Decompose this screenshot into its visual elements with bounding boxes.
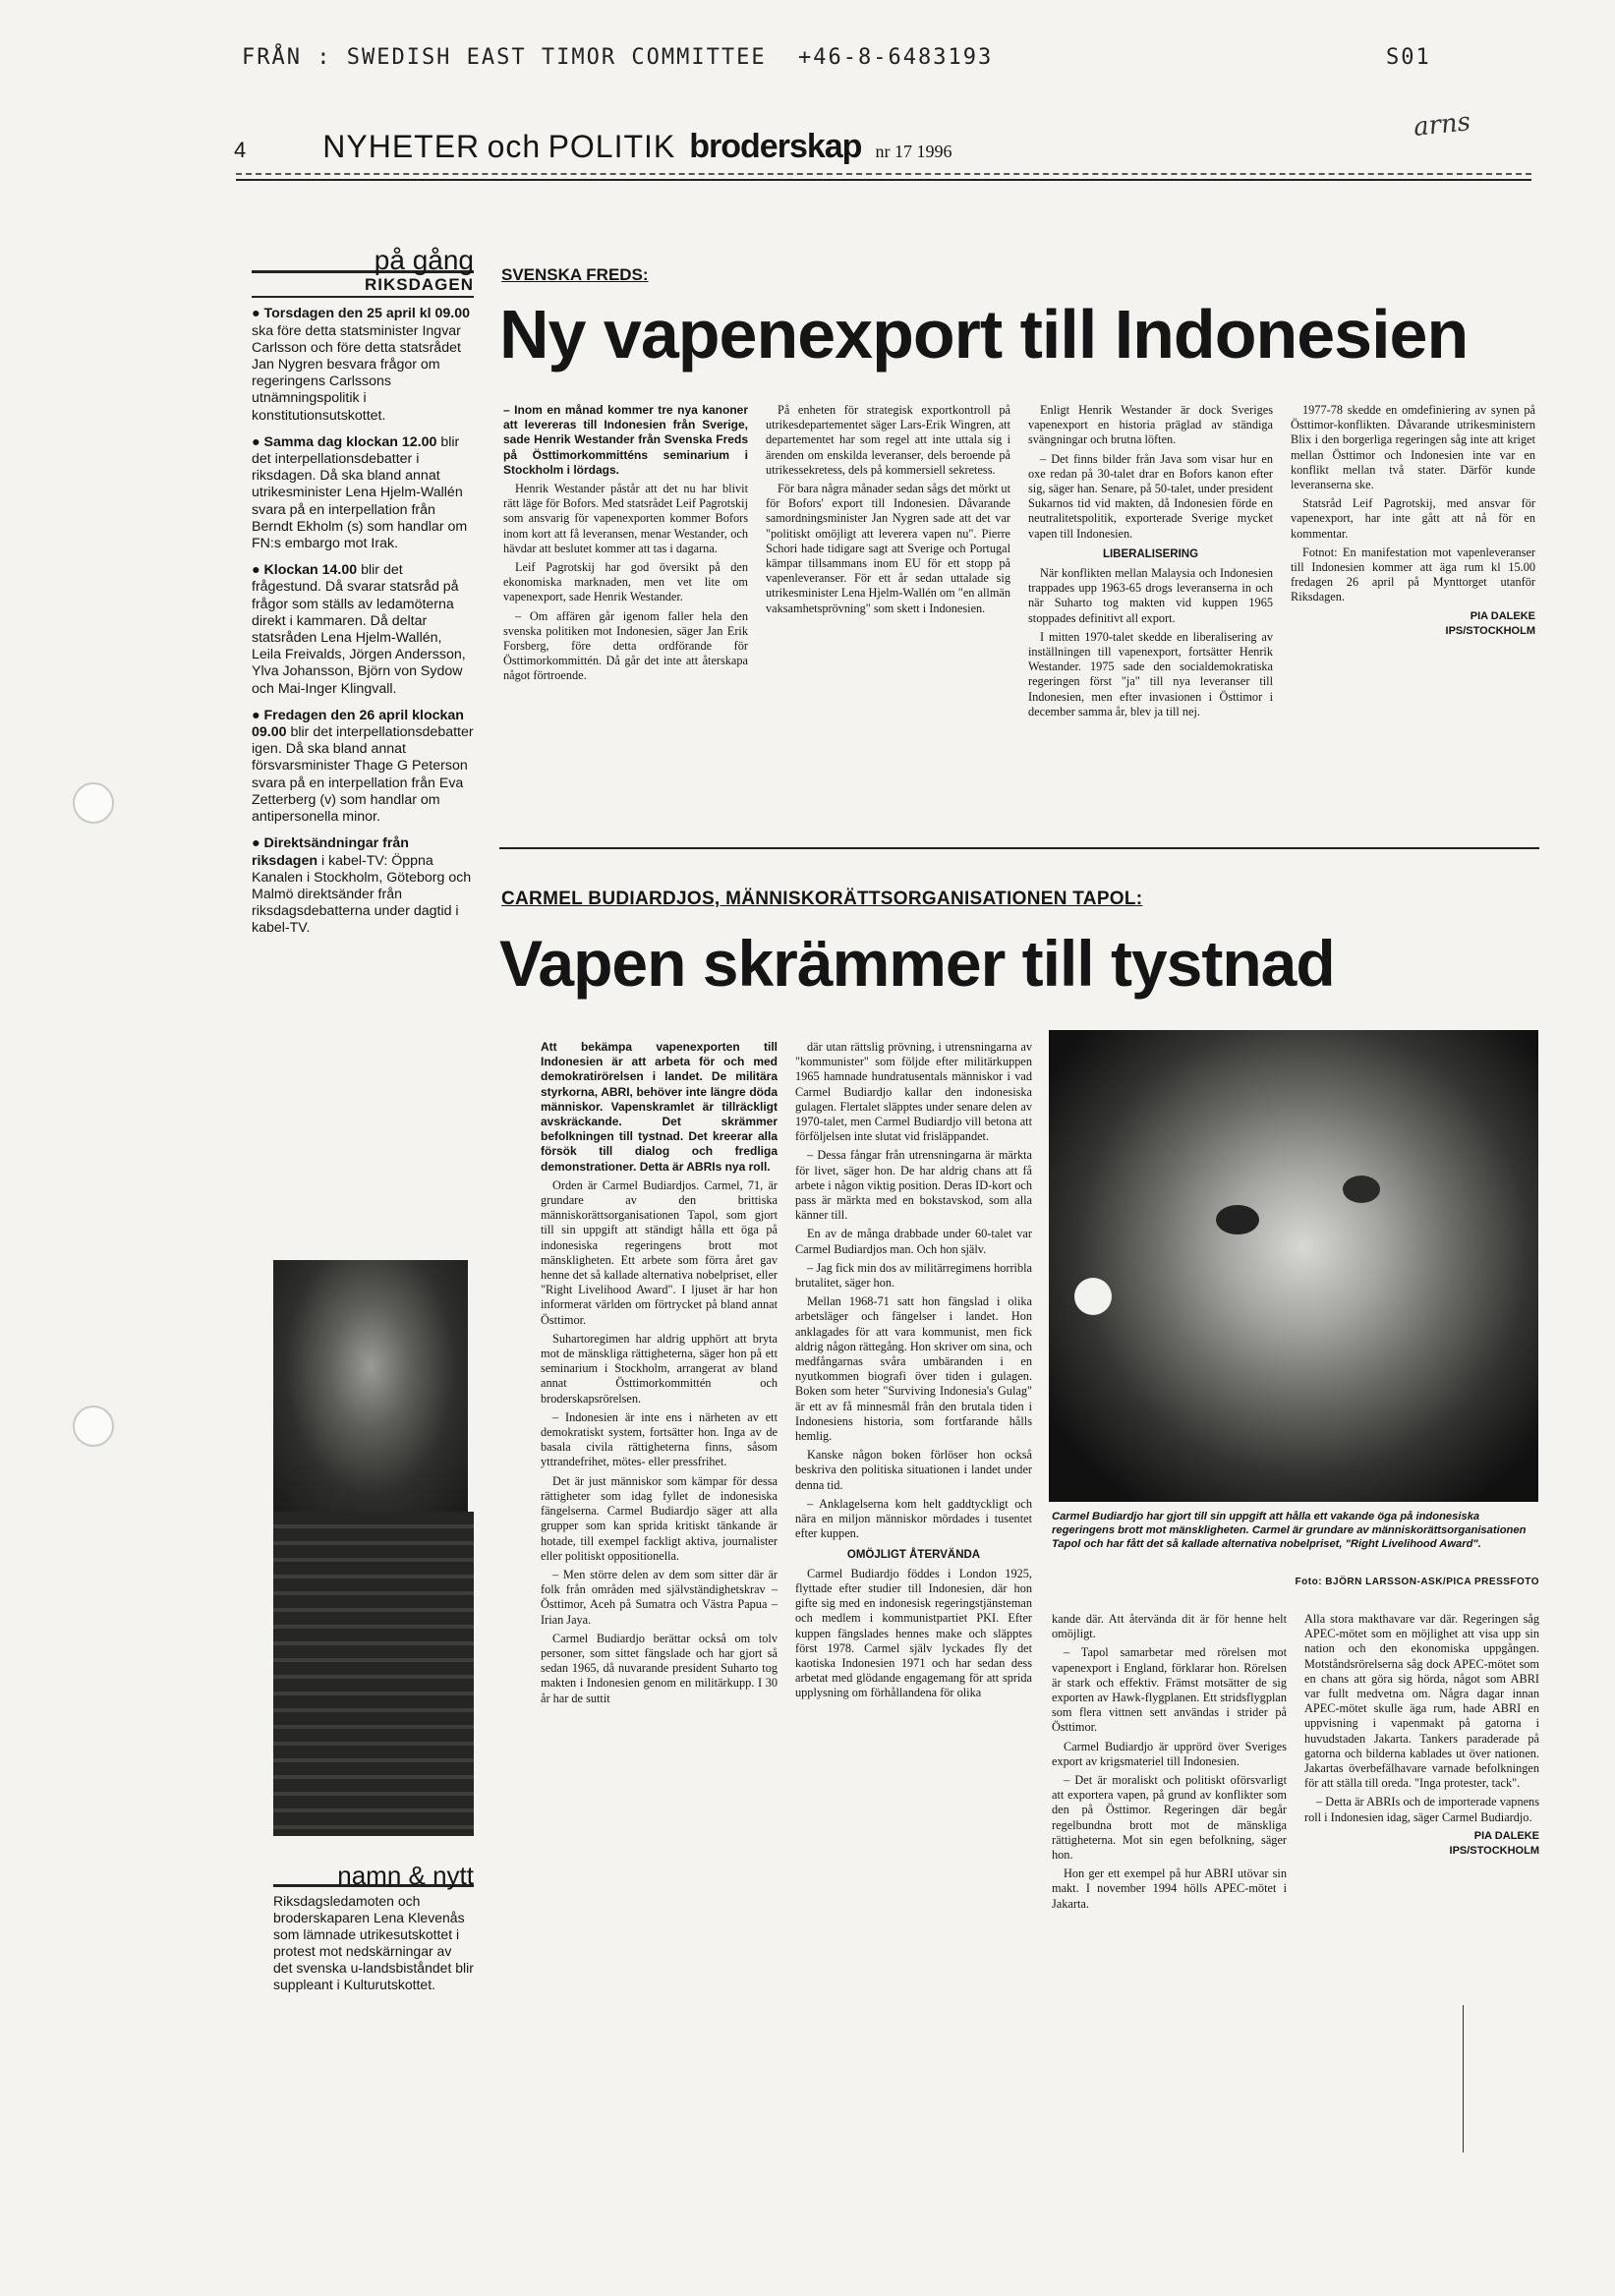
article1-kicker: SVENSKA FREDS:	[501, 265, 649, 284]
article2-headline: Vapen skrämmer till tystnad	[499, 927, 1335, 1000]
article1-column: Enligt Henrik Westander är dock Sveriges vapenexport en historia präglad av ständiga svängningar och brutna löften. – Det finns bilder från Java som visar hur en oxe redan på 30-talet drar en Bofors kanon efter sig, säger han. Senare, på 50-talet, under president Sukarnos tid vid makten, då Indonesien förde en neutralitetspolitik, exporterade Sverige mycket vapen till Indonesien. LIBERALISERING När konflikten mellan Malaysia och Indonesien trappades upp 1963-65 drogs leveranserna in och när Suharto tog makten vid kuppen 1965 stoppades definitivt all export. I mitten 1970-talet skedde en liberalisering av inställningen till vapenexport, fortsätter Henrik Westander. 1975 sade den socialdemokratiska regeringen först "ja" till nya leveranser till Indonesien, men efter invasionen i Östtimor i december samma år, blev ja till nej.	[1028, 403, 1273, 718]
photo-light-spot	[1074, 1278, 1112, 1315]
masthead	[234, 128, 952, 175]
newspaper-page-number: 4	[234, 138, 247, 162]
handwritten-note: arns	[1412, 107, 1472, 143]
sidebar-footer-heading: namn & nytt	[273, 1867, 474, 1887]
article1-agency: IPS/STOCKHOLM	[1445, 624, 1535, 637]
article2-byline: PIA DALEKE	[1473, 1829, 1539, 1842]
fax-page-number: S01	[1386, 45, 1431, 70]
sidebar-item: ● Klockan 14.00 blir det frågestund. Då svarar statsråd på frågor som ställs av ledamöterna direkt i kammaren. Då deltar statsråden Lena Hjelm-Wallén, Leila Freivalds, Jörgen Andersson, Ylva Johansson, Björn von Sydow och Mai-Inger Klingvall.	[252, 562, 466, 697]
photo-shadow	[1343, 1176, 1380, 1203]
sidebar-footer	[273, 1861, 474, 1993]
fax-sender: FRÅN : SWEDISH EAST TIMOR COMMITTEE	[242, 45, 767, 70]
newspaper-brand: broderskap	[689, 128, 862, 165]
article1-body	[503, 403, 1535, 816]
article1-headline: Ny vapenexport till Indonesien	[499, 296, 1469, 373]
sidebar-calendar	[252, 245, 474, 947]
article2-body-lower	[1052, 1612, 1539, 2005]
article2-column: där utan rättslig prövning, i utrensningarna av "kommunister" som följde efter militärkuppen 1965 hamnade hundratusentals människor i vad Carmel Budiardjo kallar den indonesiska gulagen. Flertalet släpptes under senare delen av 1970-talet, men Carmel Budiardjo vill betona att förföljelsen inte slutat vid frisläppandet. – Dessa fångar från utrensningarna är märkta för livet, säger hon. De har aldrig chans att få arbete i någon viktig position. Deras ID-kort och pass är märkta med en bokstavskod, som alla känner till. En av de många drabbade under 60-talet var Carmel Budiardjos man. Och hon själv. – Jag fick min dos av militärregimens horribla brutalitet, säger hon. Mellan 1968-71 satt hon fängslad i olika arbetsläger och fängelser i landet. Hon anklagades för att vara kommunist, men fick aldrig någon rättegång. Hon skriver om sina, och medfångarnas svåra umbäranden i en nyutkommen biografi över tiden i gulagen. Boken som heter "Surviving Indonesia's Gulag" är ett av få minnesmål från den brutala tiden i Indonesiens historia, som fortfarande hålls hemlig. Kanske någon boken förlöser hon också beskriva den politiska situationen i landet under denna tid. – Anklagelserna kom helt gaddtyckligt och nära en miljon människor mördades i tusentet efter kuppen. OMÖJLIGT ÅTERVÄNDA Carmel Budiardjo föddes i London 1925, flyttade efter studier till Indonesien, där hon gifte sig med en indonesisk regeringstjänsteman och medlem i kommunistpartiet PKI. Efter kuppen fängslades hennes make och släpptes först 1978. Carmel själv lyckades fly det kaotiska Indonesien 1971 och har sedan dess arbetat med glödande engagemang för att sprida upplysning om förhållandena för olika	[795, 1040, 1032, 1700]
sidebar-footer-text: Riksdagsledamoten och broderskaparen Lena Klevenås som lämnade utrikesutskottet i protest mot nedskärningar av det svenska u-landsbiståndet blir suppleant i Kulturutskottet.	[273, 1893, 474, 1992]
article2-body-upper	[541, 1040, 1032, 1705]
masthead-rule	[236, 173, 1531, 175]
article1-column: På enheten för strategisk exportkontroll på utrikesdepartementet säger Lars-Erik Wingren, att departementet har som regel att inte uttala sig i ärenden om enskilda leveranser, dels beroende på utrikessekretess, dels på kommersiell sekretess. För bara några månader sedan sågs det mörkt ut för Bofors' export till Indonesien. Dåvarande samordningsminister Jan Nygren sade att det var "politiskt omöjligt att leverera vapen nu". Pierre Schori hade tidigare sagt att Sverige och Portugal kämpar tillsammans inom EU för ett stopp på vapenleveranser. För ett år sedan uttalade sig utrikesminister Lena Hjelm-Wallén om "en allmän vaksamhetsprövning" som skett i Indonesien.	[766, 403, 1010, 615]
photo-shadow	[1216, 1205, 1259, 1234]
article1-column: – Inom en månad kommer tre nya kanoner att levereras till Indonesien från Sverige, sade Henrik Westander från Svenska Freds på Östtimorkommitténs seminarium i Stockholm i lördags. Henrik Westander påstår att det nu har blivit rätt läge för Bofors. Med statsrådet Leif Pagrotskij som ansvarig för vapenexporten kommer Bofors inom kort att få leveransen, menar Westander, och hävdar att beslutet kommer att tas i dagarna. Leif Pagrotskij har god översikt på den ekonomiska marknaden, men vet lite om vapenexport, sade Henrik Westander. – Om affären går igenom faller hela den svenska politiken mot Indonesien, säger Jan Erik Forsberg, före detta ordförande för Östtimorkommittén. Då går det inte att återskapa något förtroende.	[503, 403, 748, 683]
sidebar-dark-block	[273, 1512, 474, 1836]
article2-column: Alla stora makthavare var där. Regeringen såg APEC-mötet som en möjlighet att visa upp sin nation och den ekonomiska uppgången. Motståndsrörelserna såg dock APEC-mötet som en chans att göra sig hörda, något som ABRI var fullt medvetna om. Några dagar innan APEC-mötet skulle äga rum, hade ABRI en uppvisning i vapenmakt på gatorna i huvudstaden Jakarta. Tankers paraderade på gatorna och bilderna kablades ut över nationen. Jakartas överbefälhavare varnade befolkningen för att ställa till oreda. "Inga protester, tack". – Detta är ABRIs och de importerade vapnens roll i Indonesien idag, säger Carmel Budiardjo. PIA DALEKE IPS/STOCKHOLM	[1304, 1612, 1539, 2005]
article-divider	[499, 847, 1539, 849]
photo-credit: Foto: BJÖRN LARSSON-ASK/PICA PRESSFOTO	[1295, 1577, 1539, 1587]
masthead-rule-2	[236, 179, 1531, 181]
article2-agency: IPS/STOCKHOLM	[1449, 1845, 1539, 1858]
sidebar-heading: på gång	[374, 245, 474, 275]
punch-hole-bottom	[73, 1406, 114, 1447]
sidebar-item: ● Fredagen den 26 april klockan 09.00 blir det interpellationsdebatter igen. Då ska bland annat försvarsminister Thage G Peterson svara på en interpellation från Eva Zetterberg (v) som handlar om antipersonella minor.	[252, 707, 474, 826]
article2-column: Att bekämpa vapenexporten till Indonesien är att arbeta för och med demokratirörelsen i landet. De militära styrkorna, ABRI, behöver inte längre döda människor. Vapenskramlet är tillräckligt avskräckande. Det skrämmer befolkningen till tystnad. Det kreerar alla försök till dialog och fredliga demonstrationer. Detta är ABRIs nya roll. Orden är Carmel Budiardjos. Carmel, 71, är grundare av den brittiska människorättsorganisationen Tapol, som gjort till sin uppgift att ständigt hålla ett öga på indonesiska regeringens brott mot mänskligheten. Ett arbete som förra året gav henne det så kallade alternativa nobelpriset, eller "Right Livelihood Award". I ljuset är har hon informerat världen om förtrycket på bland annat Östtimor. Suhartoregimen har aldrig upphört att bryta mot de mänskliga rättigheterna, säger hon på ett seminarium i Stockholm, arrangerat av bland annat Östtimorkommittén och broderskapsrörelsen. – Indonesien är inte ens i närheten av ett demokratiskt system, fortsätter hon. Inga av de basala civila rättigheterna finns, såsom yttrandefrihet, mötes- eller pressfrihet. Det är just människor som kämpar för dessa rättigheter som idag fyllet de indonesiska fängelserna. Carmel Budiardjo säger att alla grupper som kan sprida kritiskt tänkande är hotade, till exempel fackligt aktiva, journalister eller politiskt oppositionella. – Men större delen av dem som sitter där är folk från områden med självständighetskrav – Östtimor, Aceh på Sumatra och Västra Papua – Irian Jaya. Carmel Budiardjo berättar också om tolv personer, som sittet fängslade och har gjort så sedan 1965, då nuvarande president Suharto tog makten i Indonesien genom en militärkupp. I 30 år har de suttit	[541, 1040, 778, 1705]
sidebar-item: ● Direktsändningar från riksdagen i kabel-TV: Öppna Kanalen i Stockholm, Göteborg och Malmö direktsänder från riksdagsdebatterna under dagtid i kabel-TV.	[252, 835, 472, 937]
sidebar-item: ● Torsdagen den 25 april kl 09.00 ska före detta statsminister Ingvar Carlsson och före detta statsrådet Jan Nygren besvara frågor om regeringens Carlssons utnämningspolitik i konstitutionsutskottet.	[252, 306, 470, 424]
article1-column: 1977-78 skedde en omdefiniering av synen på Östtimor-konflikten. Dåvarande utrikesministern Blix i den borgerliga regeringen såg inte att kriget mellan Östtimor och Indonesien inte var en konflikt mellan två stater. Därför kunde leveranserna ske. Statsråd Leif Pagrotskij, med ansvar för vapenexport, har inte gått att nå för en kommentar. Fotnot: En manifestation mot vapenleveranser till Indonesien kommer att äga rum kl 15.00 fredagen 26 april på Mynttorget utanför Riksdagen. PIA DALEKE IPS/STOCKHOLM	[1291, 403, 1535, 816]
issue-number: nr 17 1996	[875, 142, 952, 161]
photo-caption: Carmel Budiardjo har gjort till sin uppgift att hålla ett vakande öga på indonesiska regeringens brott mot mänskligheten. Carmel är grundare av människorättsorganisationen Tapol och har fått det så kallade alternativa nobelpriset, "Right Livelihood Award".	[1052, 1511, 1527, 1550]
sidebar-subheading: RIKSDAGEN	[252, 270, 474, 298]
fax-phone: +46-8-6483193	[798, 45, 994, 70]
margin-mark	[1463, 2005, 1464, 2152]
article2-kicker: CARMEL BUDIARDJOS, MÄNNISKORÄTTSORGANISATIONEN TAPOL:	[501, 889, 1143, 909]
punch-hole-top	[73, 782, 114, 824]
sidebar-portrait-photo	[273, 1260, 468, 1514]
article1-byline: PIA DALEKE	[1470, 609, 1535, 622]
article2-column: kande där. Att återvända dit är för henne helt omöjligt. – Tapol samarbetar med rörelsen mot vapenexport i England, förklarar hon. Rörelsen är stark och effektiv. Främst motsätter de sig exporten av Hawk-flygplanen. Ett stridsflygplan som flera vittnen sett användas i strider på Östtimor. Carmel Budiardjo är upprörd över Sveriges export av krigsmateriel till Indonesien. – Det är moraliskt och politiskt oförsvarligt att exportera vapen, på grund av konflikter som den på Östtimor. Regeringen där begår regelbundna brott mot de mänskliga rättigheterna. Mot sin egen befolkning, säger hon. Hon ger ett exempel på hur ABRI utövar sin makt. I november 1994 hölls APEC-mötet i Jakarta.	[1052, 1612, 1287, 1911]
article2-portrait-photo	[1049, 1030, 1538, 1502]
section-name: NYHETER och POLITIK	[322, 129, 676, 164]
sidebar-item: ● Samma dag klockan 12.00 blir det interpellationsdebatter i riksdagen. Då ska bland annat utrikesminister Lena Hjelm-Wallén svara på en interpellation från Berndt Ekholm (s) som handlar om FN:s embargo mot Irak.	[252, 433, 468, 552]
